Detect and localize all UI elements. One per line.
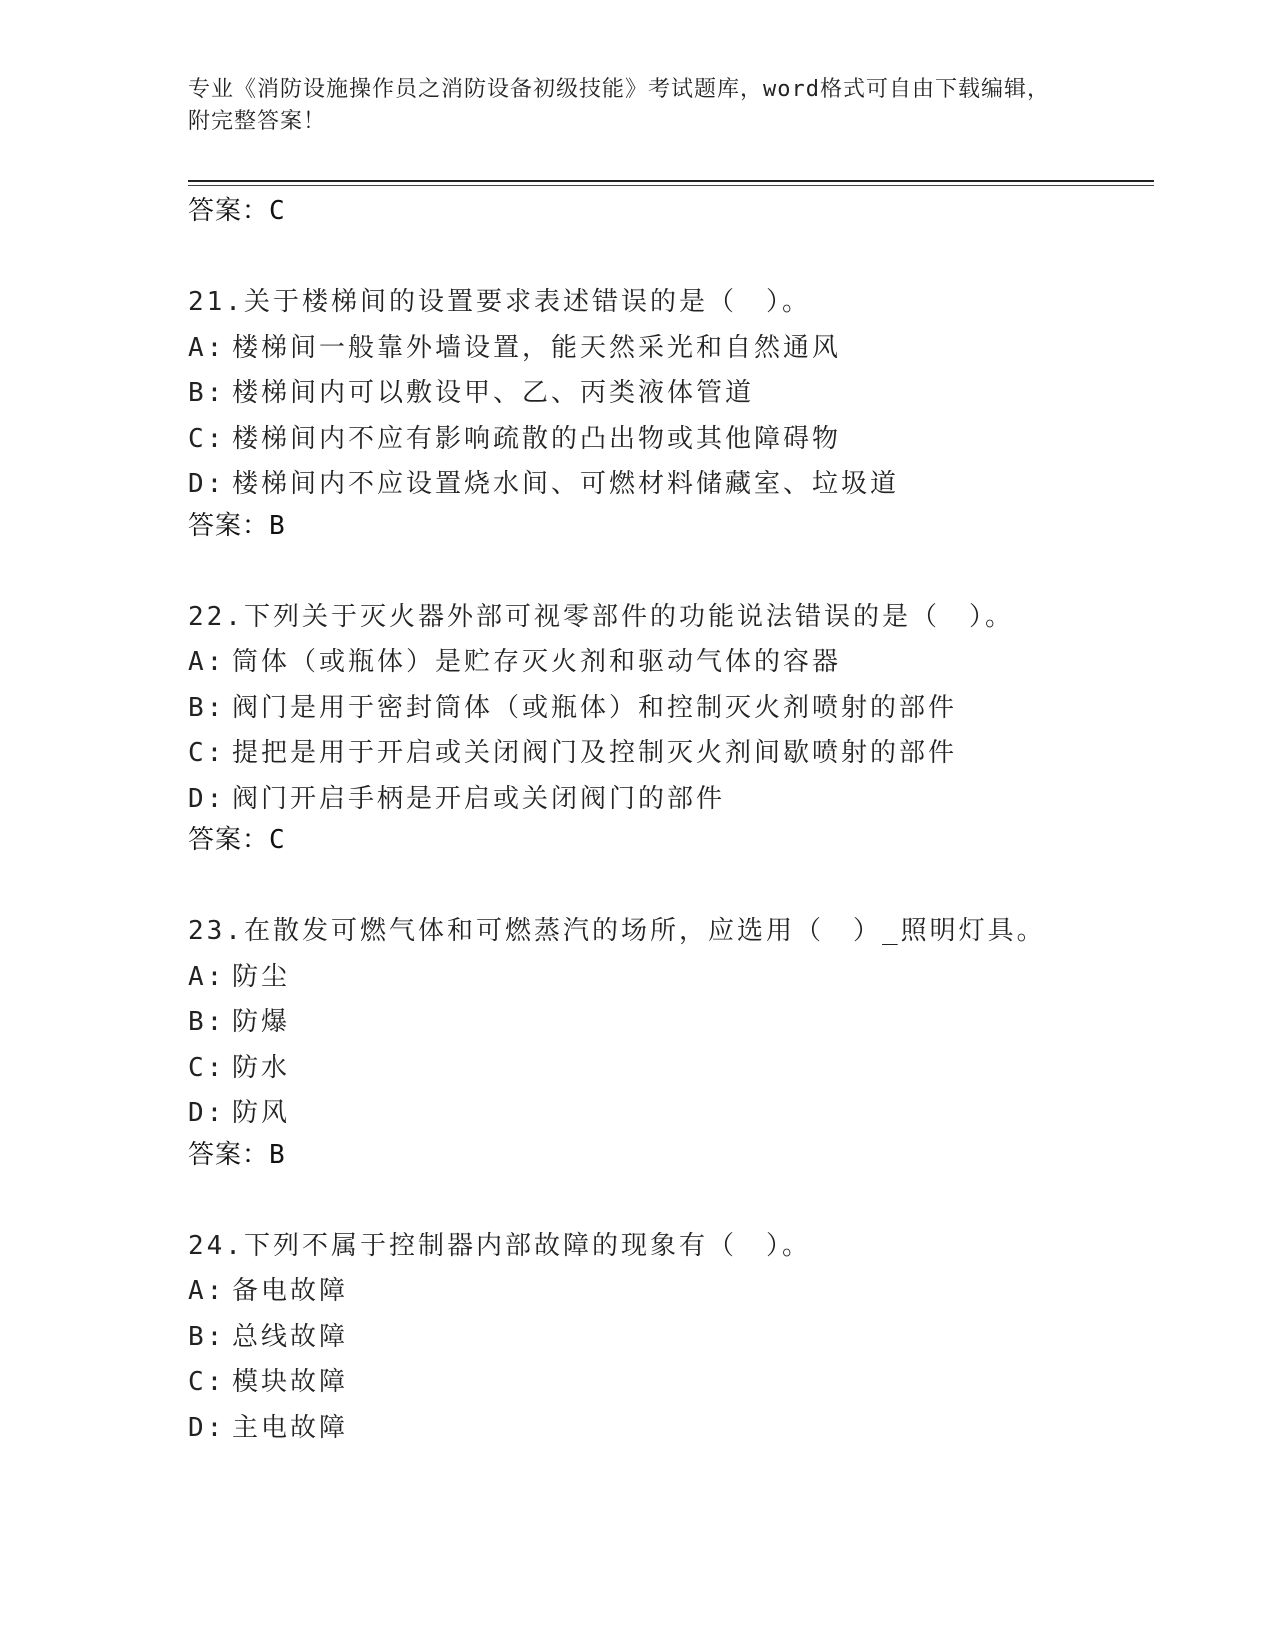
- option-letter: B:: [188, 692, 226, 723]
- option-text: 提把是用于开启或关闭阀门及控制灭火剂间歇喷射的部件: [232, 738, 958, 768]
- option-letter: B:: [188, 1321, 226, 1352]
- answer-line: [188, 822, 1148, 858]
- answer-label: 答案：: [188, 1139, 270, 1170]
- question-23: [188, 909, 1148, 1224]
- answer-value: B: [269, 510, 286, 541]
- option-d: [188, 1091, 1148, 1137]
- option-letter: C:: [188, 738, 226, 768]
- option-b: [188, 1315, 1148, 1361]
- option-b: [188, 1000, 1148, 1046]
- option-b: [188, 686, 1148, 732]
- option-letter: D:: [188, 1098, 226, 1128]
- option-c: [188, 417, 1148, 463]
- option-text: 防爆: [232, 1007, 291, 1037]
- header-divider-thin: [188, 185, 1154, 186]
- option-letter: C:: [188, 1052, 226, 1083]
- option-d: [188, 777, 1148, 823]
- answer-value: C: [269, 196, 286, 226]
- answer-line: [188, 1137, 1148, 1173]
- option-a: [188, 640, 1148, 686]
- answer-label: 答案：: [188, 510, 270, 541]
- header-divider-thick: [188, 180, 1154, 182]
- question-stem: 23.在散发可燃气体和可燃蒸汽的场所，应选用（ ）_照明灯具。: [188, 916, 1046, 946]
- option-text: 主电故障: [232, 1412, 349, 1443]
- question-stem: 22.下列关于灭火器外部可视零部件的功能说法错误的是（ ）。: [188, 601, 1014, 632]
- answer-line: [188, 193, 1148, 229]
- option-text: 楼梯间内不应有影响疏散的凸出物或其他障碍物: [232, 423, 842, 454]
- option-d: [188, 1406, 1148, 1452]
- option-letter: C:: [188, 423, 226, 454]
- option-text: 阀门开启手柄是开启或关闭阀门的部件: [232, 783, 726, 814]
- question-21: [188, 280, 1148, 595]
- option-a: [188, 326, 1148, 372]
- option-text: 阀门是用于密封筒体（或瓶体）和控制灭火剂喷射的部件: [232, 692, 958, 723]
- answer-value: C: [269, 825, 286, 855]
- option-letter: A:: [188, 332, 226, 363]
- option-text: 楼梯间内可以敷设甲、乙、丙类液体管道: [232, 378, 755, 408]
- document-header: 专业《消防设施操作员之消防设备初级技能》考试题库，word格式可自由下载编辑，附完整答案！: [188, 77, 1050, 134]
- option-text: 楼梯间内不应设置烧水间、可燃材料储藏室、垃圾道: [232, 469, 900, 499]
- option-text: 防尘: [232, 961, 291, 992]
- option-letter: B:: [188, 378, 226, 408]
- answer-label: 答案：: [188, 196, 270, 226]
- option-text: 防水: [232, 1052, 291, 1083]
- option-text: 总线故障: [232, 1321, 349, 1352]
- option-text: 防风: [232, 1098, 291, 1128]
- option-d: [188, 462, 1148, 508]
- question-stem: 21.关于楼梯间的设置要求表述错误的是（ ）。: [188, 287, 811, 317]
- option-a: [188, 955, 1148, 1001]
- question-22: [188, 595, 1148, 910]
- option-letter: B:: [188, 1007, 226, 1037]
- option-text: 备电故障: [232, 1276, 349, 1306]
- answer-label: 答案：: [188, 825, 270, 855]
- option-a: [188, 1269, 1148, 1315]
- option-letter: D:: [188, 783, 226, 814]
- question-24: [188, 1224, 1148, 1452]
- option-text: 楼梯间一般靠外墙设置，能天然采光和自然通风: [232, 332, 842, 363]
- answer-value: B: [269, 1139, 286, 1170]
- option-letter: D:: [188, 469, 226, 499]
- option-b: [188, 371, 1148, 417]
- option-c: [188, 1046, 1148, 1092]
- option-c: [188, 731, 1148, 777]
- option-text: 筒体（或瓶体）是贮存灭火剂和驱动气体的容器: [232, 647, 842, 677]
- option-letter: A:: [188, 961, 226, 992]
- option-c: [188, 1360, 1148, 1406]
- option-letter: D:: [188, 1412, 226, 1443]
- question-list: [188, 193, 1148, 1451]
- option-letter: C:: [188, 1367, 226, 1397]
- option-text: 模块故障: [232, 1367, 349, 1397]
- option-letter: A:: [188, 1276, 226, 1306]
- answer-line: [188, 508, 1148, 544]
- option-letter: A:: [188, 647, 226, 677]
- question-stem: 24.下列不属于控制器内部故障的现象有（ ）。: [188, 1230, 811, 1261]
